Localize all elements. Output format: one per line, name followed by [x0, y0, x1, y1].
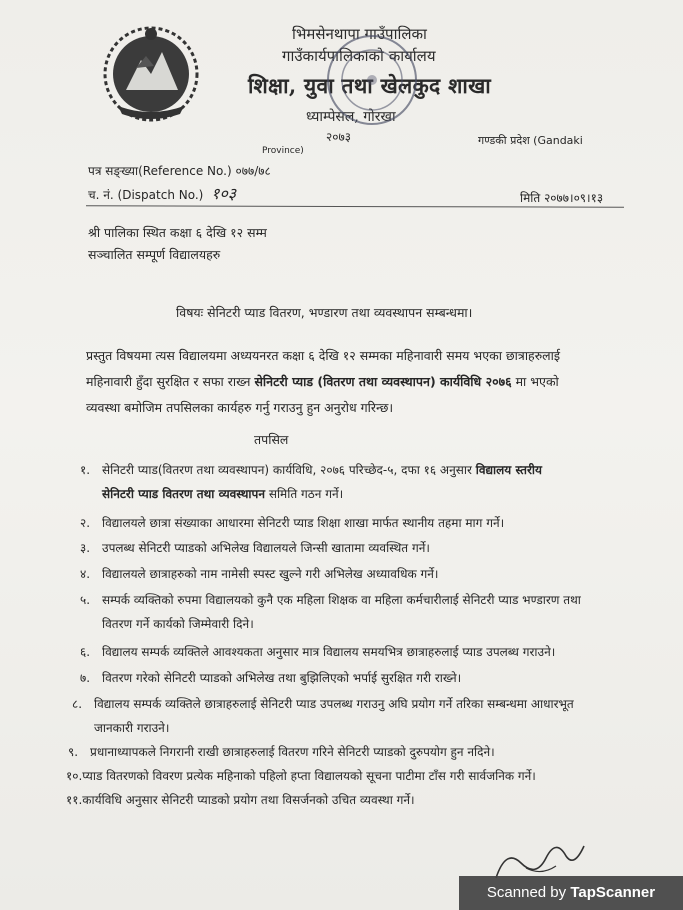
item-number: ११.	[66, 793, 83, 807]
dispatch-label: च. नं. (Dispatch No.)	[88, 188, 204, 202]
item-bold: विद्यालय स्तरीय	[475, 463, 542, 477]
body-line-2	[86, 369, 646, 395]
addressee-line-2: सञ्चालित सम्पूर्ण विद्यालयहरु	[88, 247, 221, 262]
item-text: विद्यालय सम्पर्क व्यक्तिले छात्राहरुलाई सेनिटरी प्याड उपलब्ध गराउनु अघि प्रयोग गर्ने तरिका सम्बन्धमा आधारभूत	[94, 697, 574, 711]
dispatch-number	[88, 182, 236, 204]
watermark-prefix: Scanned by	[486, 884, 571, 901]
item-number: १.	[80, 463, 91, 477]
addressee-line-1: श्री पालिका स्थित कक्षा ६ देखि १२ सम्म	[88, 225, 267, 240]
item-text: विद्यालय सम्पर्क व्यक्तिले आवश्यकता अनुसार मात्र विद्यालय समयभित्र छात्राहरुलाई प्याड उपलब्ध गराउने।	[102, 645, 556, 659]
list-item	[80, 458, 640, 506]
list-item	[80, 666, 461, 690]
header-divider	[86, 205, 624, 207]
item-number: ७.	[80, 671, 91, 685]
item-text: विद्यालयले छात्रा संख्याका आधारमा सेनिटरी प्याड शिक्षा शाखा मार्फत स्थानीय तहमा माग गर्ने।	[102, 516, 505, 530]
list-item	[80, 588, 581, 636]
body-line-2-end: मा भएको	[515, 374, 559, 389]
details-heading: तपसिल	[254, 432, 289, 447]
body-line-2-text: महिनावारी हुँदा सुरक्षित र सफा राख्न	[86, 374, 251, 389]
date-value: २०७७।०९।१३	[544, 191, 604, 205]
header-office: गाउँकार्यपालिकाको कार्यालय	[282, 47, 436, 65]
reference-number	[88, 162, 271, 179]
government-emblem-icon	[96, 18, 206, 128]
list-item	[80, 562, 438, 586]
item-number: ६.	[80, 645, 91, 659]
header-section: शिक्षा, युवा तथा खेलकुद शाखा	[248, 73, 492, 98]
item-text: कार्यविधि अनुसार सेनिटरी प्याडको प्रयोग तथा विसर्जनको उचित व्यवस्था गर्ने।	[82, 793, 415, 807]
item-text: उपलब्ध सेनिटरी प्याडको अभिलेख विद्यालयले जिन्सी खातामा व्यवस्थित गर्ने।	[102, 541, 430, 555]
office-seal-icon	[322, 30, 422, 130]
header-year: २०७३	[326, 130, 351, 144]
list-item	[72, 692, 574, 740]
reference-value: ०७७/७८	[235, 164, 271, 178]
item-number: १०.	[66, 769, 83, 783]
item-text-continued: जानकारी गराउने।	[94, 721, 170, 735]
dispatch-value: १०३	[211, 184, 237, 203]
item-number: २.	[80, 516, 91, 530]
province-label: गण्डकी प्रदेश (Gandaki	[478, 134, 583, 147]
watermark-brand: TapScanner	[570, 884, 656, 901]
province-label-continued: Province)	[262, 146, 304, 156]
item-text: प्याड वितरणको विवरण प्रत्येक महिनाको पहिलो हप्ता विद्यालयको सूचना पाटीमा टाँस गरी सार्वजनिक गर्ने।	[82, 769, 536, 783]
item-number: ८.	[72, 697, 83, 711]
item-text: विद्यालयले छात्राहरुको नाम नामेसी स्पस्ट खुल्ने गरी अभिलेख अध्यावधिक गर्ने।	[102, 567, 439, 581]
list-item	[66, 764, 536, 788]
item-number: ४.	[80, 567, 91, 581]
date-label: मिति	[520, 191, 541, 205]
body-line-3: व्यवस्था बमोजिम तपसिलका कार्यहरु गर्नु गराउनु हुन अनुरोध गरिन्छ।	[86, 400, 394, 415]
item-text: वितरण गरेको सेनिटरी प्याडको अभिलेख तथा बुझिलिएको भर्पाई सुरक्षित गरी राख्ने।	[102, 671, 462, 685]
header-location: ध्याम्पेसल, गोरखा	[306, 109, 396, 125]
subject-line: विषयः सेनिटरी प्याड वितरण, भण्डारण तथा व्यवस्थापन सम्बन्धमा।	[176, 305, 473, 320]
item-text: सेनिटरी प्याड(वितरण तथा व्यवस्थापन) कार्यविधि, २०७६ परिच्छेद-५, दफा १६ अनुसार	[102, 463, 472, 477]
list-item	[66, 788, 415, 812]
list-item	[80, 536, 430, 560]
list-item	[80, 640, 555, 664]
reference-label: पत्र सङ्ख्या(Reference No.)	[88, 164, 232, 178]
header-municipality: भिमसेनथापा गाउँपालिका	[292, 25, 427, 43]
item-text-continued: वितरण गर्ने कार्यको जिम्मेवारी दिने।	[102, 617, 254, 631]
item-text: प्रधानाध्यापकले निगरानी राखी छात्राहरुलाई वितरण गरिने सेनिटरी प्याडको दुरुपयोग हुन नदिने।	[90, 745, 495, 759]
body-line-2-bold: सेनिटरी प्याड (वितरण तथा व्यवस्थापन) कार्यविधि २०७६	[254, 374, 512, 389]
item-text: सम्पर्क व्यक्तिको रुपमा विद्यालयको कुनै एक महिला शिक्षक वा महिला कर्मचारीलाई सेनिटरी प्याड भण्डारण तथा	[102, 593, 581, 607]
date	[520, 189, 603, 206]
item-bold: सेनिटरी प्याड वितरण तथा व्यवस्थापन	[102, 487, 265, 501]
scanner-watermark	[459, 876, 683, 910]
list-item	[80, 511, 504, 535]
item-number: ५.	[80, 593, 91, 607]
body-paragraph	[86, 343, 646, 421]
item-text: समिति गठन गर्ने।	[268, 487, 344, 501]
list-item	[68, 740, 495, 764]
item-number: ९.	[68, 745, 79, 759]
item-number: ३.	[80, 541, 91, 555]
body-line-1: प्रस्तुत विषयमा त्यस विद्यालयमा अध्ययनरत कक्षा ६ देखि १२ सम्मका महिनावारी समय भएका छात्राहरुलाई	[86, 348, 561, 363]
